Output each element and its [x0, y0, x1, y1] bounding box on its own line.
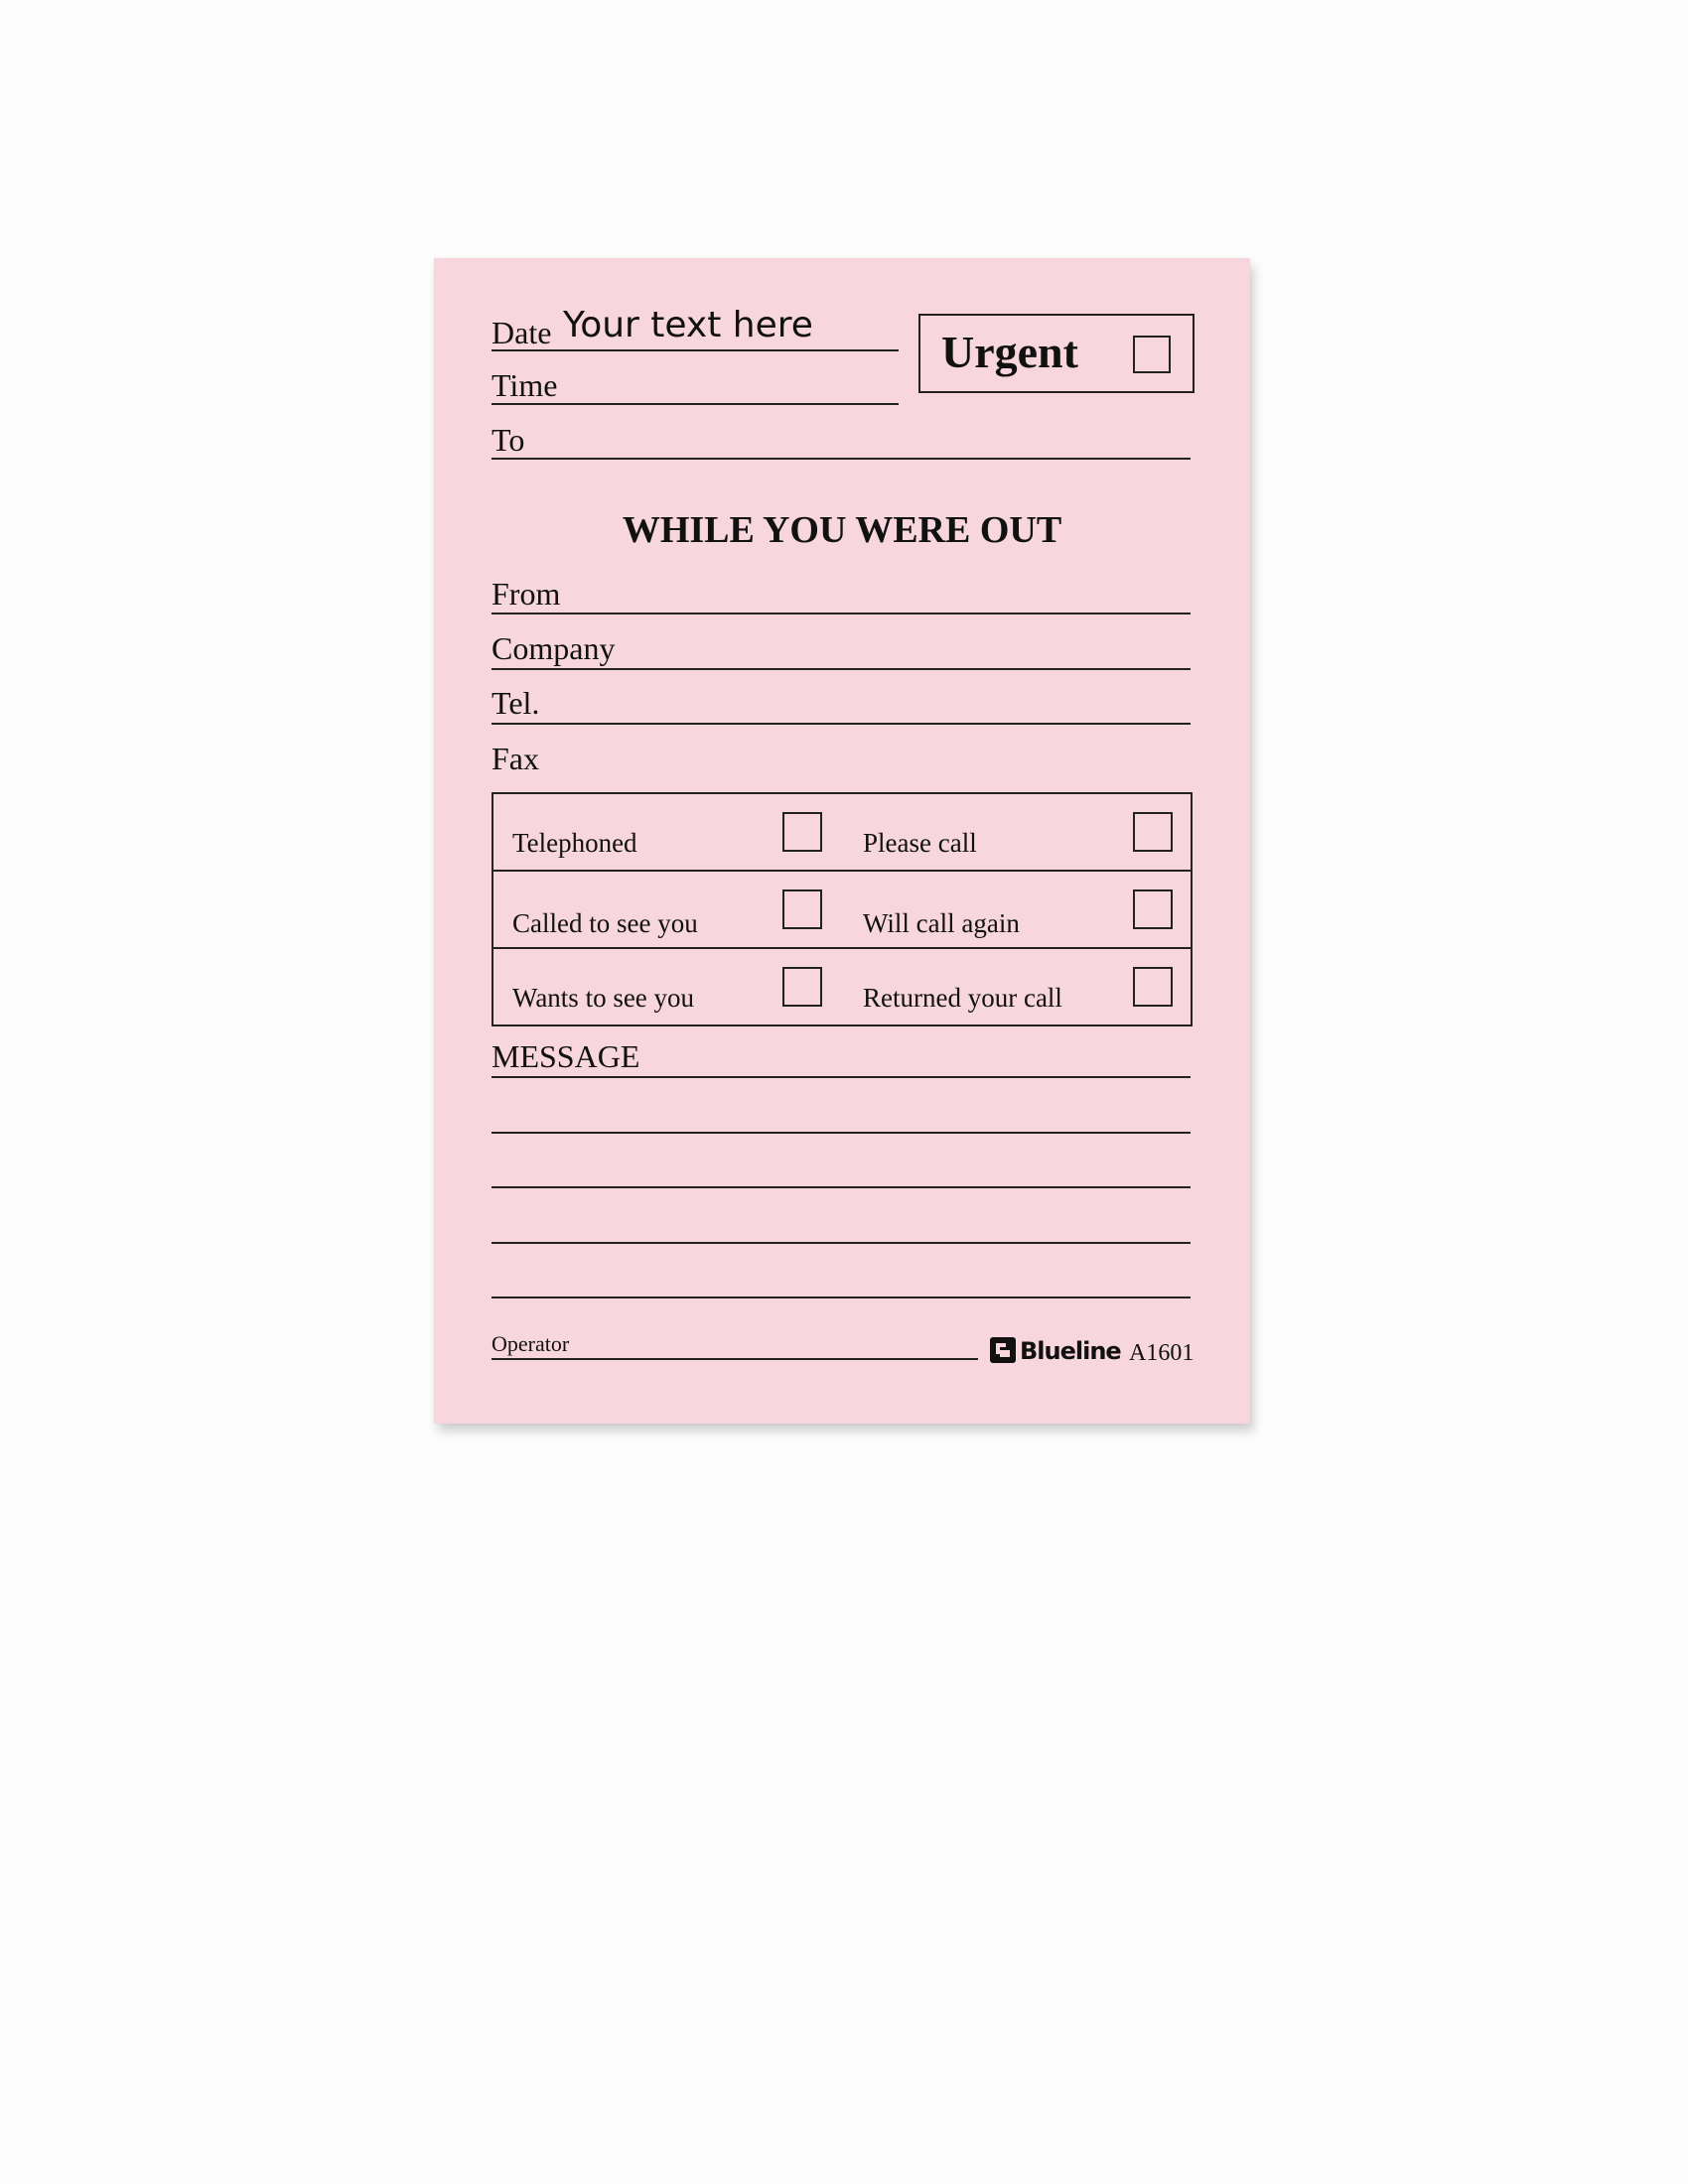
- date-value[interactable]: Your text here: [563, 305, 813, 345]
- telephoned-label: Telephoned: [512, 828, 637, 858]
- operator-line[interactable]: [492, 1358, 978, 1360]
- to-label: To: [492, 422, 525, 458]
- will-call-again-checkbox[interactable]: [1133, 889, 1173, 929]
- message-label: MESSAGE: [492, 1038, 640, 1074]
- wants-to-see-you-checkbox[interactable]: [782, 967, 822, 1007]
- date-label: Date: [492, 315, 552, 350]
- from-line[interactable]: [492, 613, 1191, 614]
- company-line[interactable]: [492, 668, 1191, 670]
- time-label: Time: [492, 367, 558, 403]
- call-type-grid: [492, 792, 1193, 1026]
- tel-label: Tel.: [492, 685, 540, 721]
- message-line[interactable]: [492, 1297, 1191, 1298]
- grid-divider: [493, 870, 1191, 872]
- message-line[interactable]: [492, 1132, 1191, 1134]
- wants-to-see-you-label: Wants to see you: [512, 983, 695, 1013]
- message-line[interactable]: [492, 1186, 1191, 1188]
- time-line[interactable]: [492, 403, 899, 405]
- urgent-checkbox[interactable]: [1133, 336, 1171, 373]
- called-to-see-you-checkbox[interactable]: [782, 889, 822, 929]
- from-label: From: [492, 576, 561, 612]
- message-line[interactable]: [492, 1242, 1191, 1244]
- please-call-checkbox[interactable]: [1133, 812, 1173, 852]
- company-label: Company: [492, 630, 616, 666]
- model-number: A1601: [1129, 1340, 1195, 1366]
- message-line[interactable]: [492, 1076, 1191, 1078]
- telephoned-checkbox[interactable]: [782, 812, 822, 852]
- form-title: WHILE YOU WERE OUT: [622, 509, 1062, 551]
- phone-message-note: [434, 258, 1250, 1424]
- grid-divider: [493, 947, 1191, 949]
- brand-name: Blueline: [1020, 1337, 1121, 1365]
- to-line[interactable]: [492, 458, 1191, 460]
- blueline-logo-icon: [990, 1337, 1016, 1363]
- date-line: [492, 349, 899, 351]
- called-to-see-you-label: Called to see you: [512, 908, 698, 938]
- will-call-again-label: Will call again: [863, 908, 1020, 938]
- please-call-label: Please call: [863, 828, 977, 858]
- returned-your-call-checkbox[interactable]: [1133, 967, 1173, 1007]
- operator-label: Operator: [492, 1331, 570, 1356]
- fax-label: Fax: [492, 741, 539, 776]
- tel-line[interactable]: [492, 723, 1191, 725]
- returned-your-call-label: Returned your call: [863, 983, 1062, 1013]
- urgent-label: Urgent: [941, 327, 1078, 377]
